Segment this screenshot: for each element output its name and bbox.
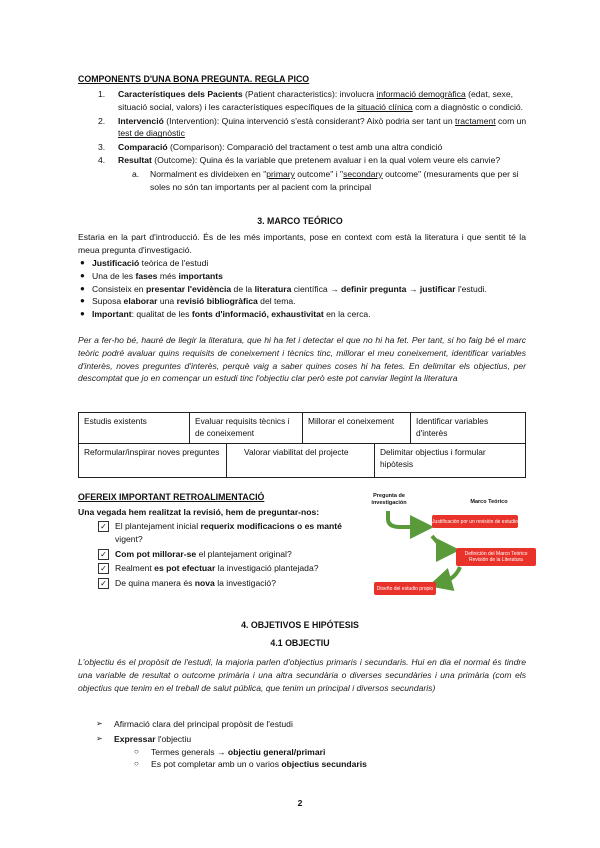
bullet-icon: ● <box>80 270 85 280</box>
objective-subheading: 4.1 OBJECTIU <box>270 638 330 648</box>
diagram-right-title: Marco Teórico <box>470 499 508 505</box>
objectives-list <box>96 718 516 771</box>
checkbox-checked-icon: ✓ <box>98 578 109 589</box>
arrow-item-1: ➢ Afirmació clara del principal propòsit de l'estudi <box>96 719 293 729</box>
marco-heading: 3. MARCO TEÓRICO <box>257 216 343 226</box>
checkbox-checked-icon: ✓ <box>98 549 109 560</box>
diagram-box-justification: Justificación por un revisión de estudio <box>432 515 518 528</box>
arrow-bullet-icon: ➢ <box>96 733 103 743</box>
marco-bullet-4: ● Suposa elaborar una revisió bibliogràfica del tema. <box>80 296 296 307</box>
arrow-1 <box>388 511 430 527</box>
grid-cell: Reformular/inspirar noves preguntes <box>78 443 227 478</box>
grid-cell: Identificar variables d'interès <box>410 412 526 444</box>
pico-subitem-a: a. Normalment es divideixen en "primary outcome" i "secondary outcome" (mesuraments que per si soles no són tan importants per al pacient com la principal <box>132 168 519 192</box>
objectives-italic-paragraph: L'objectiu és el propòsit de l'estudi, la majoria parlen d'objectius primaris i secundaris. Hui en dia el normal és tindre una variable de resultat o outcome primària i una altra secundària o diverses secundàries i una primària (com els objectius que tenim en el treball de salut pública, que tenim un principal i diversos secundaris) <box>78 657 526 693</box>
marco-bullet-1: ● Justificació teòrica de l'estudi <box>80 258 209 268</box>
marco-bullet-5: ● Important: qualitat de les fonts d'informació, exhaustivitat en la cerca. <box>80 309 371 320</box>
pico-list <box>98 88 534 193</box>
grid-cell: Valorar viabilitat del projecte <box>226 443 375 478</box>
pico-item-3: 3. Comparació (Comparison): Comparació del tractament o test amb una altra condició <box>98 142 443 153</box>
circle-item-2: ○ Es pot completar amb un o varios objectius secundaris <box>134 759 367 770</box>
checkbox-checked-icon: ✓ <box>98 563 109 574</box>
marco-italic-paragraph: Per a fer-ho bé, hauré de llegir la literatura, que hi ha fet i detectar el que no hi ha fet. Per tant, si ho faig bé el marc teòric podré avaluar quins requisits de coneixement i tècnics tinc, millorar el meu coneixement, identificar variables d'interès, noves preguntes d'interès, perquè vaig a saber quines coses hi ha fetes. En delimitar els objectius, per descomptat que jo en començar un estudi tinc l'objectiu clar però este pot canviar llegint la literatura <box>78 335 526 384</box>
pico-item-1: 1. Característiques dels Pacients (Patient characteristics): involucra informació demogràfica (edat, sexe, situació social, valors) i les característiques específiques de la situació clínica com a diagnòstic o condició. <box>98 89 524 112</box>
page-number: 2 <box>297 798 303 808</box>
grid-cell: Evaluar requisits tècnics i de coneixement <box>189 412 303 444</box>
marco-intro: Estaria en la part d'introducció. És de les més importants, pose en context com està la literatura i que sentit té la meua pregunta d'investigació. <box>78 232 526 255</box>
arrow-bullet-icon: ➢ <box>96 719 103 728</box>
feedback-lead: Una vegada hem realitzat la revisió, hem de preguntar-nos: <box>78 507 320 517</box>
marco-bullet-3: ● Consisteix en presentar l'evidència de la literatura científica → definir pregunta → justificar l'estudi. <box>80 283 487 294</box>
feedback-checklist <box>98 520 358 590</box>
bullet-icon: ● <box>80 309 85 319</box>
circle-bullet-icon: ○ <box>134 746 139 756</box>
pico-item-4: 4. Resultat (Outcome): Quina és la variable que pretenem avaluar i en la qual volem veure els canvie? <box>98 154 501 165</box>
grid-cell: Millorar el coneixement <box>302 412 411 444</box>
bullet-icon: ● <box>80 296 85 306</box>
diagram-box-design: Diseño del estudio propio <box>374 582 436 595</box>
marco-bullet-2: ● Una de les fases més importants <box>80 270 223 281</box>
check-item-2: ✓ Com pot millorar-se el plantejament original? <box>98 548 358 561</box>
check-item-1: ✓ El plantejament inicial requerix modificacions o es manté vigent? <box>98 520 358 546</box>
check-item-3: ✓ Realment es pot efectuar la investigació plantejada? <box>98 562 358 575</box>
circle-bullet-icon: ○ <box>134 759 139 769</box>
check-item-4: ✓ De quina manera és nova la investigació? <box>98 577 358 590</box>
bullet-icon: ● <box>80 258 85 267</box>
checkbox-checked-icon: ✓ <box>98 521 109 532</box>
diagram-box-definition: Definición del Marco Teórico Revisión de la Literatura <box>456 548 536 566</box>
arrow-item-2: ➢ Expressar l'objectiu <box>96 733 192 744</box>
pico-item-2: 2. Intervenció (Intervention): Quina intervenció s'està considerant? Això podria ser tant un tractament com un test de diagnòstic <box>98 115 527 139</box>
feedback-heading: OFEREIX IMPORTANT RETROALIMENTACIÓ <box>78 492 265 502</box>
grid-cell: Delimitar objectius i formular hipòtesis <box>374 443 526 478</box>
diagram-left-title: Pregunta de investigación <box>371 493 407 506</box>
components-heading: COMPONENTS D'UNA BONA PREGUNTA. REGLA PICO <box>78 74 310 84</box>
grid-cell: Estudis existents <box>78 412 190 444</box>
arrow-2 <box>432 536 456 550</box>
circle-item-1: ○ Termes generals → objectiu general/primari <box>134 746 326 757</box>
arrow-3 <box>432 567 460 585</box>
objectives-heading: 4. OBJETIVOS E HIPÓTESIS <box>241 620 359 630</box>
bullet-icon: ● <box>80 283 85 293</box>
marco-bullets <box>80 257 526 321</box>
